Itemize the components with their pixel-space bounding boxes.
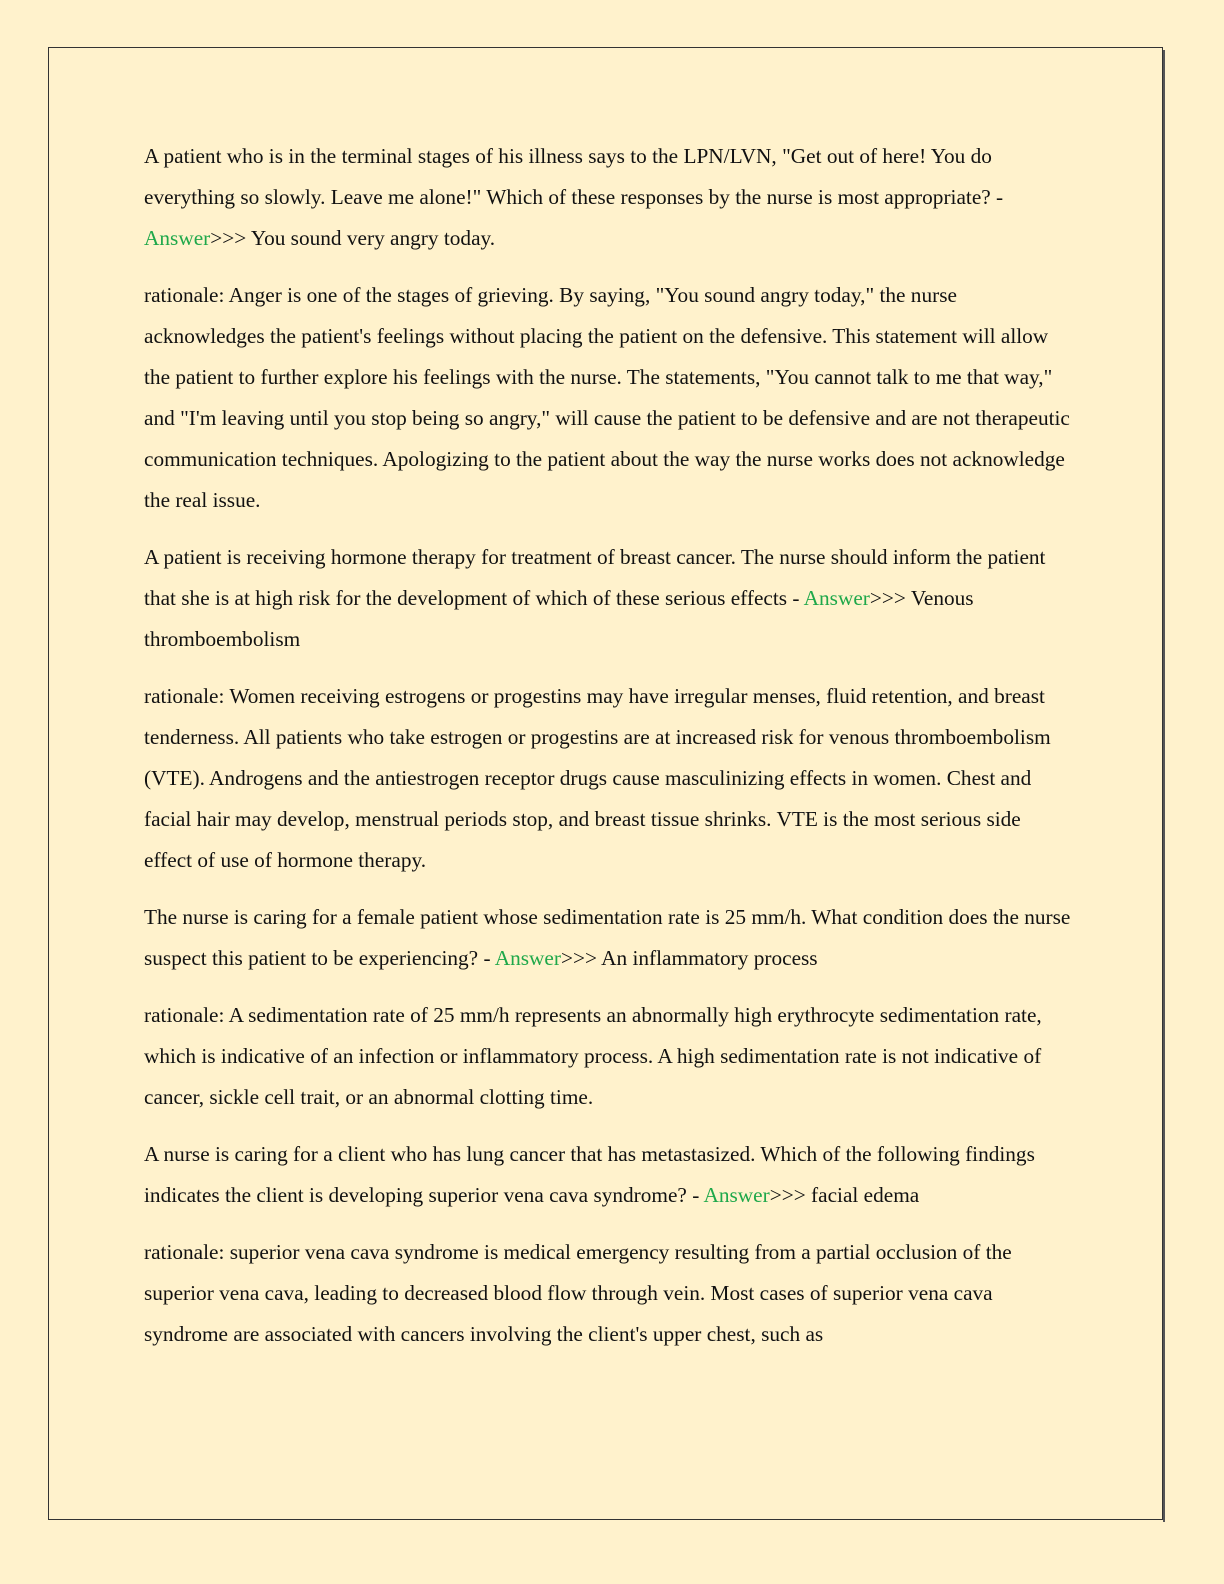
question-text: A patient who is in the terminal stages of his illness says to the LPN/LVN, "Get out of here! You do everything so slowly. Leave me alone!" Which of these responses by the nurse is most appropriate? - — [144, 144, 1004, 209]
answer-label: Answer — [494, 946, 561, 970]
rationale-paragraph: rationale: A sedimentation rate of 25 mm/h represents an abnormally high erythrocyte sedimentation rate, which is indicative of an infection or inflammatory process. A high sedimentation rate is not indicative of cancer, sickle cell trait, or an abnormal clotting time. — [144, 1003, 1042, 1109]
answer-label: Answer — [144, 226, 211, 250]
document-body — [144, 136, 1074, 1371]
answer-text: >>> An inflammatory process — [560, 946, 818, 970]
rationale-paragraph: rationale: Anger is one of the stages of grieving. By saying, "You sound angry today," the nurse acknowledges the patient's feelings without placing the patient on the defensive. This statement will allow the patient to further explore his feelings with the nurse. The statements, "You cannot talk to me that way," and "I'm leaving until you stop being so angry," will cause the patient to be defensive and are not therapeutic communication techniques. Apologizing to the patient about the way the nurse works does not acknowledge the real issue. — [144, 283, 1070, 512]
question-paragraph — [144, 136, 1074, 259]
answer-text: >>> Venous thromboembolism — [144, 586, 974, 651]
answer-label: Answer — [803, 586, 870, 610]
answer-text: >>> facial edema — [769, 1183, 920, 1207]
page-border-shadow — [1163, 50, 1165, 1522]
rationale-paragraph: rationale: superior vena cava syndrome is medical emergency resulting from a partial occlusion of the superior vena cava, leading to decreased blood flow through vein. Most cases of superior vena cava syndrome are associated with cancers involving the client's upper chest, such as — [144, 1240, 1012, 1346]
question-paragraph — [144, 897, 1074, 979]
question-text: A patient is receiving hormone therapy for treatment of breast cancer. The nurse should inform the patient that she is at high risk for the development of which of these serious effects - — [144, 545, 1046, 610]
answer-label: Answer — [703, 1183, 770, 1207]
question-paragraph — [144, 537, 1074, 660]
question-text: A nurse is caring for a client who has lung cancer that has metastasized. Which of the following findings indicates the client is developing superior vena cava syndrome? - — [144, 1142, 1035, 1207]
question-paragraph — [144, 1134, 1074, 1216]
answer-text: >>> You sound very angry today. — [210, 226, 496, 250]
rationale-paragraph: rationale: Women receiving estrogens or progestins may have irregular menses, fluid retention, and breast tenderness. All patients who take estrogen or progestins are at increased risk for venous thromboembolism (VTE). Androgens and the antiestrogen receptor drugs cause masculinizing effects in women. Chest and facial hair may develop, menstrual periods stop, and breast tissue shrinks. VTE is the most serious side effect of use of hormone therapy. — [144, 684, 1051, 872]
question-text: The nurse is caring for a female patient whose sedimentation rate is 25 mm/h. What condition does the nurse suspect this patient to be experiencing? - — [144, 905, 1071, 970]
